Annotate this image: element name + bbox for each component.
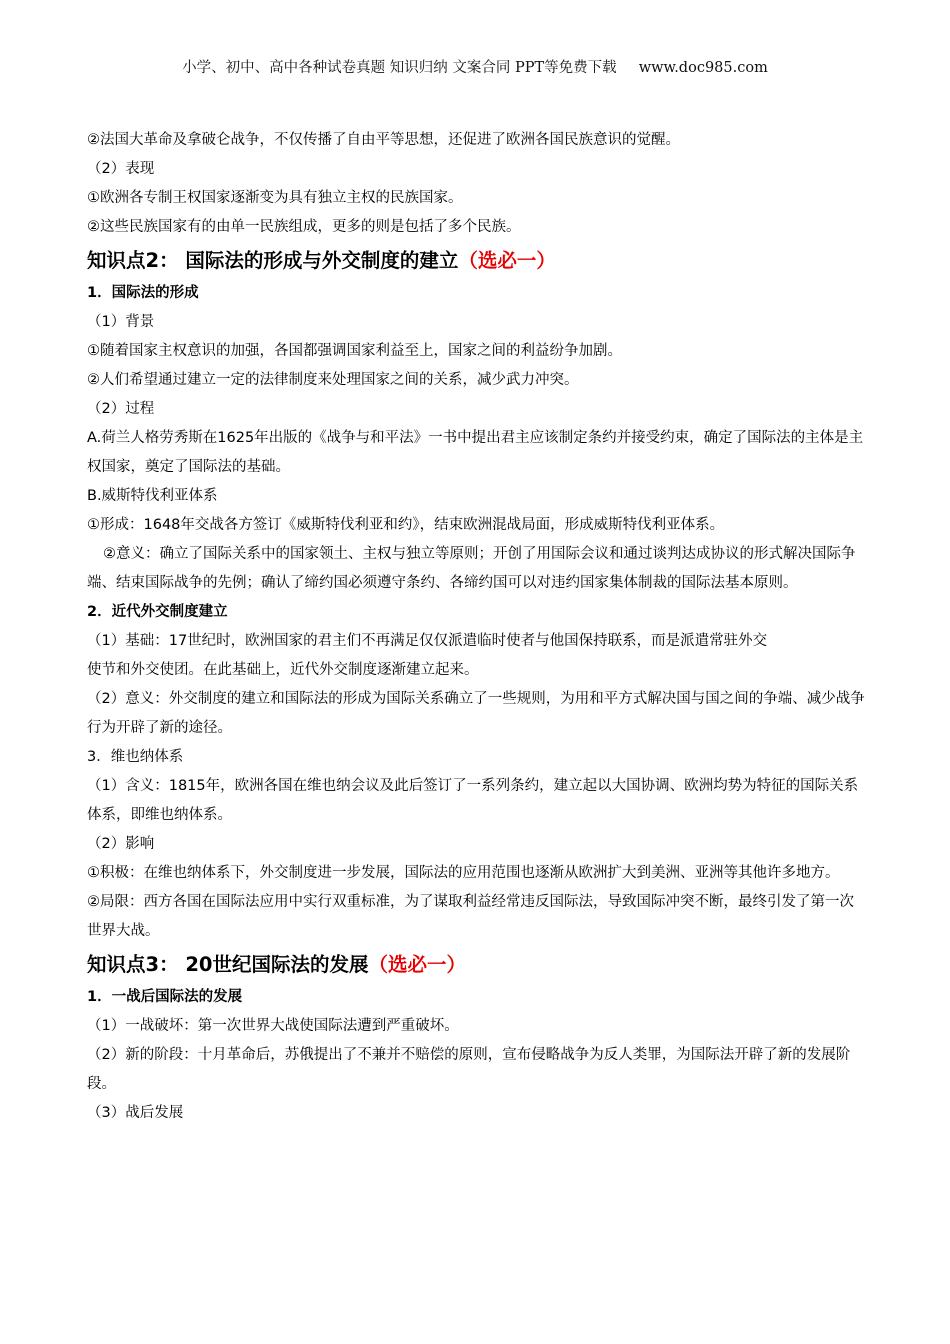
section-tag: （选必一） — [458, 249, 556, 272]
subheading: 2．近代外交制度建立 — [87, 604, 228, 620]
paragraph-text: ②意义：确立了国际关系中的国家领土、主权与独立等原则；开创了用国际会议和通过谈判达成协议的形式解决国际争端、结束国际战争的先例；确认了缔约国必须遵守条约、各缔约国可以对违约国家集体制裁的国际法基本原则。 — [87, 546, 856, 591]
section-title: 知识点2： 国际法的形成与外交制度的建立 — [87, 249, 459, 272]
paragraph: （1）含义：1815年，欧洲各国在维也纳会议及此后签订了一系列条约，建立起以大国协调、欧洲均势为特征的国际关系体系，即维也纳体系。 — [87, 778, 859, 823]
paragraph: （2）过程 — [87, 401, 155, 417]
paragraph: 使节和外交使团。在此基础上，近代外交制度逐渐建立起来。 — [87, 662, 479, 678]
paragraph: （2）新的阶段：十月革命后，苏俄提出了不兼并不赔偿的原则，宣布侵略战争为反人类罪，为国际法开辟了新的发展阶段。 — [87, 1047, 851, 1092]
section-heading-2 — [87, 243, 867, 279]
section-heading-3 — [87, 947, 867, 983]
subheading: 1．一战后国际法的发展 — [87, 989, 243, 1005]
paragraph: （1）一战破坏：第一次世界大战使国际法遭到严重破坏。 — [87, 1018, 459, 1034]
subheading: 1．国际法的形成 — [87, 285, 199, 301]
paragraph: ①积极：在维也纳体系下，外交制度进一步发展，国际法的应用范围也逐渐从欧洲扩大到美洲、亚洲等其他许多地方。 — [87, 865, 840, 881]
paragraph: （1）背景 — [87, 314, 155, 330]
paragraph: （2）影响 — [87, 836, 155, 852]
paragraph: ①随着国家主权意识的加强，各国都强调国家利益至上，国家之间的利益纷争加剧。 — [87, 343, 622, 359]
paragraph: （2）意义：外交制度的建立和国际法的形成为国际关系确立了一些规则，为用和平方式解决国与国之间的争端、减少战争行为开辟了新的途径。 — [87, 691, 865, 736]
section-tag: （选必一） — [368, 953, 467, 976]
paragraph: ①形成：1648年交战各方签订《威斯特伐利亚和约》，结束欧洲混战局面，形成威斯特伐利亚体系。 — [87, 517, 725, 533]
page-header — [0, 56, 950, 77]
paragraph: ②这些民族国家有的由单一民族组成，更多的则是包括了多个民族。 — [87, 219, 521, 235]
subheading-plain: 3．维也纳体系 — [87, 749, 184, 765]
paragraph: ②局限：西方各国在国际法应用中实行双重标准，为了谋取利益经常违反国际法，导致国际冲突不断，最终引发了第一次世界大战。 — [87, 894, 854, 939]
paragraph — [87, 540, 867, 598]
paragraph: B.威斯特伐利亚体系 — [87, 488, 218, 504]
document-body — [87, 126, 867, 1128]
header-text: 小学、初中、高中各种试卷真题 知识归纳 文案合同 PPT等免费下载 — [182, 60, 617, 76]
paragraph: ②人们希望通过建立一定的法律制度来处理国家之间的关系，减少武力冲突。 — [87, 372, 579, 388]
paragraph: ①欧洲各专制王权国家逐渐变为具有独立主权的民族国家。 — [87, 190, 463, 206]
paragraph: A.荷兰人格劳秀斯在1625年出版的《战争与和平法》一书中提出君主应该制定条约并接受约束，确定了国际法的主体是主权国家，奠定了国际法的基础。 — [87, 430, 864, 475]
paragraph: （1）基础：17世纪时，欧洲国家的君主们不再满足仅仅派遣临时使者与他国保持联系，而是派遣常驻外交 — [87, 633, 768, 649]
paragraph: （2）表现 — [87, 161, 155, 177]
section-title: 知识点3： 20世纪国际法的发展 — [87, 953, 369, 976]
header-site: www.doc985.com — [638, 60, 768, 76]
paragraph: （3）战后发展 — [87, 1105, 184, 1121]
paragraph: ②法国大革命及拿破仑战争，不仅传播了自由平等思想，还促进了欧洲各国民族意识的觉醒。 — [87, 132, 680, 148]
